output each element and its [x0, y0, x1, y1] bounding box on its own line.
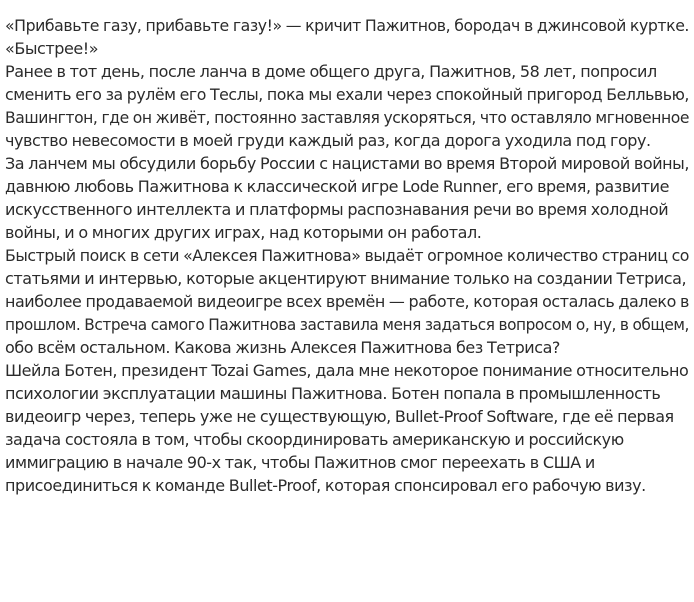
text-line: Ранее в тот день, после ланча в доме общего друга, Пажитнов, 58 лет, попросил: [5, 62, 657, 81]
text-line: Вашингтон, где он живёт, постоянно заставляя ускоряться, что оставляло мгновенное: [5, 108, 689, 127]
text-line: За ланчем мы обсудили борьбу России с нацистами во время Второй мировой войны,: [5, 154, 689, 173]
text-line: чувство невесомости в моей груди каждый раз, когда дорога уходила под гору.: [5, 131, 651, 150]
paragraph-quote: [5, 14, 689, 37]
text-line: давнюю любовь Пажитнова к классической игре Lode Runner, его время, развитие: [5, 177, 669, 196]
text-line: искусственного интеллекта и платформы распознавания речи во время холодной: [5, 200, 669, 219]
text-line: Быстрый поиск в сети «Алексея Пажитнова» выдаёт огромное количество страниц со: [5, 246, 689, 265]
paragraph-boten: [5, 359, 689, 497]
text-line: Шейла Ботен, президент Tozai Games, дала мне некоторое понимание относительно: [5, 361, 689, 380]
text-line: психологии эксплуатации машины Пажитнова. Ботен попала в промышленность: [5, 384, 661, 403]
text-line: наиболее продаваемой видеоигре всех времён — работе, которая осталась далеко в: [5, 292, 689, 311]
text-line: войны, и о многих других играх, над которыми он работал.: [5, 223, 482, 242]
text-line: обо всём остальном. Какова жизнь Алексея Пажитнова без Тетриса?: [5, 338, 560, 357]
text-line: иммиграцию в начале 90-х так, чтобы Пажитнов смог переехать в США и: [5, 453, 595, 472]
text-line: прошлом. Встреча самого Пажитнова заставила меня задаться вопросом о, ну, в общем,: [5, 315, 689, 334]
text-line: «Прибавьте газу, прибавьте газу!» — кричит Пажитнов, бородач в джинсовой куртке.: [5, 16, 689, 35]
paragraph-search: [5, 244, 689, 359]
text-line: видеоигр через, теперь уже не существующую, Bullet-Proof Software, где её первая: [5, 407, 674, 426]
text-line: сменить его за рулём его Теслы, пока мы ехали через спокойный пригород Белльвью,: [5, 85, 689, 104]
text-line: статьями и интервью, которые акцентируют внимание только на создании Тетриса,: [5, 269, 687, 288]
paragraph-lunch: [5, 152, 689, 244]
paragraph-drive: [5, 60, 689, 152]
paragraph-faster: [5, 37, 689, 60]
text-line: «Быстрее!»: [5, 39, 99, 58]
text-line: задача состояла в том, чтобы скоординировать американскую и российскую: [5, 430, 624, 449]
text-line: присоединиться к команде Bullet-Proof, которая спонсировал его рабочую визу.: [5, 476, 646, 495]
